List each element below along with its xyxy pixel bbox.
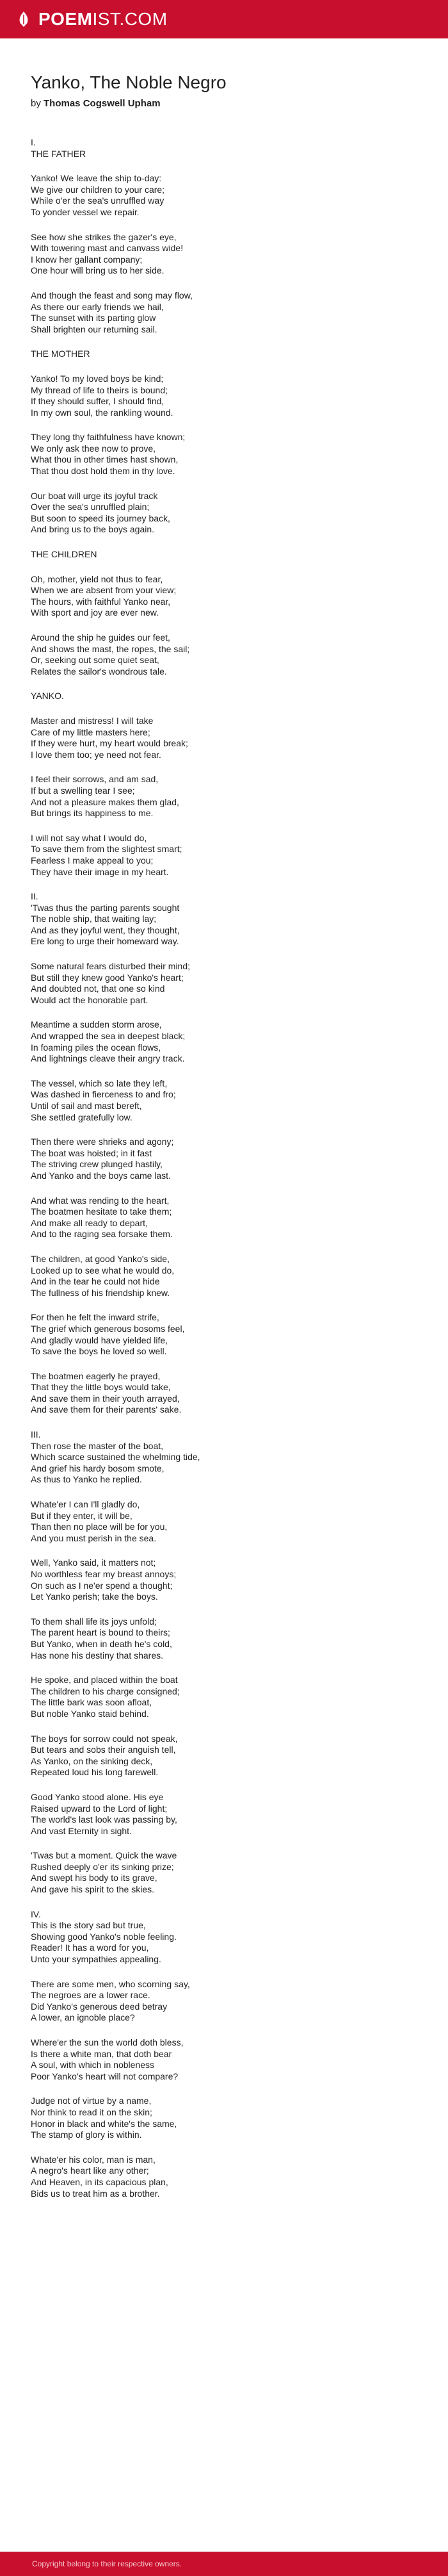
stanza <box>31 632 421 677</box>
poem-line: The boatmen hesitate to take them; <box>31 1206 172 1217</box>
stanza <box>31 1675 421 1719</box>
poem-line: Rushed deeply o'er its sinking prize; <box>31 1861 174 1872</box>
stanza <box>31 1979 421 2024</box>
poem-line: And wrapped the sea in deepest black; <box>31 1031 186 1042</box>
poem-line: The children to his charge consigned; <box>31 1686 180 1696</box>
poem-line: Over the sea's unruffled plain; <box>31 502 150 513</box>
poem-line: Has none his destiny that shares. <box>31 1650 164 1661</box>
poem-line: Unto your sympathies appealing. <box>31 1954 161 1965</box>
stanza <box>31 691 421 702</box>
poem-line: Repeated loud his long farewell. <box>31 1767 159 1778</box>
poem-line: And lightnings cleave their angry track. <box>31 1053 185 1064</box>
poem-line: And save them in their youth arrayed, <box>31 1393 180 1404</box>
poem-line: Looked up to see what he would do, <box>31 1265 175 1276</box>
stanza <box>31 1850 421 1895</box>
poem-line: Yanko! To my loved boys be kind; <box>31 373 164 384</box>
poem-line: This is the story sad but true, <box>31 1920 146 1931</box>
poem-line: And doubted not, that one so kind <box>31 983 165 994</box>
poem-line: II. <box>31 891 38 902</box>
poem-line: The stamp of glory is within. <box>31 2129 142 2140</box>
poem-line: Let Yanko perish; take the boys. <box>31 1591 158 1602</box>
poem-line: And grief his hardy bosom smote, <box>31 1463 164 1473</box>
stanza <box>31 2096 421 2140</box>
poem-line: And Heaven, in its capacious plan, <box>31 2176 168 2187</box>
poem-line: But brings its happiness to me. <box>31 808 154 819</box>
poem-line: Nor think to read it on the skin; <box>31 2106 152 2117</box>
poem-line: But soon to speed its journey back, <box>31 513 170 523</box>
poem-line: Until of sail and mast bereft, <box>31 1101 142 1111</box>
poem-line: YANKO. <box>31 691 64 701</box>
poem-line: Ere long to urge their homeward way. <box>31 936 179 947</box>
poem-line: And gladly would have yielded life, <box>31 1334 168 1345</box>
poem-line: Where'er the sun the world doth bless, <box>31 2037 184 2047</box>
stanza <box>31 1136 421 1181</box>
logo-bold-text: POEM <box>38 9 93 29</box>
site-logo[interactable] <box>38 10 168 28</box>
stanza <box>31 1371 421 1416</box>
poem-line: And in the tear he could not hide <box>31 1276 160 1287</box>
poem-line: 'Twas but a moment. Quick the wave <box>31 1850 177 1861</box>
poem-line: But tears and sobs their anguish tell, <box>31 1744 176 1755</box>
poem-line: My thread of life to theirs is bound; <box>31 384 168 395</box>
poem-line: Did Yanko's generous deed betray <box>31 2001 168 2012</box>
stanza <box>31 1195 421 1240</box>
poem-line: On such as I ne'er spend a thought; <box>31 1580 173 1591</box>
poem-line: The children, at good Yanko's side, <box>31 1253 170 1264</box>
poem-line: The boatmen eagerly he prayed, <box>31 1370 161 1381</box>
site-footer <box>0 2552 448 2576</box>
stanza <box>31 432 421 477</box>
poem-line: If they should suffer, I should find, <box>31 396 164 407</box>
poem-line: And swept his body to its grave, <box>31 1873 157 1883</box>
poem-line: If but a swelling tear I see; <box>31 785 135 796</box>
poem-line: Oh, mother, yield not thus to fear, <box>31 573 163 584</box>
poem-line: Meantime a sudden storm arose, <box>31 1019 162 1030</box>
poem-line: Whate'er I can I'll gladly do, <box>31 1499 140 1510</box>
stanza <box>31 1429 421 1486</box>
poem-line: As thus to Yanko he replied. <box>31 1474 142 1485</box>
poem-line: As Yanko, on the sinking deck, <box>31 1755 153 1766</box>
poem-line: And bring us to the boys again. <box>31 524 155 535</box>
poem-line: Is there a white man, that doth bear <box>31 2048 172 2059</box>
poem-line: The world's last look was passing by, <box>31 1814 177 1825</box>
stanza <box>31 961 421 1006</box>
poem-line: A soul, with which in nobleness <box>31 2060 154 2071</box>
stanza <box>31 232 421 277</box>
stanza <box>31 1078 421 1123</box>
poem-line: They long thy faithfulness have known; <box>31 432 186 443</box>
poem-line: And you must perish in the sea. <box>31 1532 157 1543</box>
stanza <box>31 137 421 160</box>
poem-line: I will not say what I would do, <box>31 832 147 843</box>
poem-line: The boat was hoisted; in it fast <box>31 1147 152 1158</box>
poem-line: While o'er the sea's unruffled way <box>31 195 164 206</box>
poem-line: The little bark was soon afloat, <box>31 1697 152 1708</box>
poem-line: Bids us to treat him as a brother. <box>31 2188 160 2199</box>
stanza <box>31 716 421 760</box>
stanza <box>31 574 421 619</box>
stanza <box>31 1909 421 1965</box>
poem-line: I feel their sorrows, and am sad, <box>31 774 159 785</box>
poem-line: But still they knew good Yanko's heart; <box>31 972 184 983</box>
poem-line: As there our early friends we hail, <box>31 301 164 312</box>
stanza <box>31 1254 421 1299</box>
poem-line: Some natural fears disturbed their mind; <box>31 961 191 972</box>
poem-line: Shall brighten our returning sail. <box>31 324 157 334</box>
logo-light-text: IST.COM <box>92 9 168 29</box>
poem-line: No worthless fear my breast annoys; <box>31 1569 177 1579</box>
poem-line: To them shall life its joys unfold; <box>31 1616 157 1627</box>
quill-pen-icon[interactable] <box>15 11 32 28</box>
poem-content <box>31 72 421 2213</box>
poem-line: And save them for their parents' sake. <box>31 1404 182 1415</box>
poem-line: Which scarce sustained the whelming tide, <box>31 1452 200 1463</box>
poem-title: Yanko, The Noble Negro <box>31 72 227 92</box>
poem-line: But noble Yanko staid behind. <box>31 1708 149 1719</box>
stanza <box>31 549 421 561</box>
poem-line: Then rose the master of the boat, <box>31 1440 164 1451</box>
stanza <box>31 1312 421 1357</box>
stanza <box>31 349 421 360</box>
author-name[interactable]: Thomas Cogswell Upham <box>44 98 161 109</box>
poem-line: What thou in other times hast shown, <box>31 454 179 465</box>
poem-line: And make all ready to depart, <box>31 1217 148 1228</box>
poem-line: Honor in black and white's the same, <box>31 2118 177 2129</box>
poem-line: Or, seeking out some quiet seat, <box>31 655 159 666</box>
stanza <box>31 1557 421 1602</box>
poem-line: We only ask thee now to prove, <box>31 443 156 454</box>
poem-line: Was dashed in fierceness to and fro; <box>31 1089 176 1100</box>
stanza <box>31 173 421 218</box>
poem-line: The noble ship, that waiting lay; <box>31 914 157 924</box>
poem-line: To yonder vessel we repair. <box>31 206 140 217</box>
poem-line: With sport and joy are ever new. <box>31 607 159 618</box>
poem-line: But if they enter, it will be, <box>31 1510 132 1521</box>
poem-line: Yanko! We leave the ship to-day: <box>31 173 162 184</box>
poem-line: The vessel, which so late they left, <box>31 1078 168 1088</box>
poem-line: A negro's heart like any other; <box>31 2165 149 2176</box>
poem-line: Poor Yanko's heart will not compare? <box>31 2071 179 2081</box>
stanza <box>31 774 421 819</box>
poem-line: Well, Yanko said, it matters not; <box>31 1557 156 1568</box>
poem-line: IV. <box>31 1908 41 1919</box>
poem-line: The striving crew plunged hastily, <box>31 1159 163 1170</box>
stanza <box>31 1499 421 1544</box>
poem-line: The parent heart is bound to theirs; <box>31 1627 170 1638</box>
poem-line: She settled gratefully low. <box>31 1112 132 1122</box>
poem-line: If they were hurt, my heart would break; <box>31 738 188 749</box>
poem-line: In my own soul, the rankling wound. <box>31 407 173 418</box>
poem-line: To save the boys he loved so well. <box>31 1346 167 1357</box>
byline <box>31 97 421 110</box>
poem-line: There are some men, who scorning say, <box>31 1978 190 1989</box>
poem-line: THE CHILDREN <box>31 549 97 560</box>
poem-line: Judge not of virtue by a name, <box>31 2096 152 2106</box>
poem-line: Raised upward to the Lord of light; <box>31 1803 168 1814</box>
poem-line: We give our children to your care; <box>31 184 165 195</box>
poem-line: For then he felt the inward strife, <box>31 1312 159 1323</box>
poem-line: Good Yanko stood alone. His eye <box>31 1791 164 1802</box>
poem-line: In foaming piles the ocean flows, <box>31 1042 161 1053</box>
stanza <box>31 1616 421 1661</box>
stanza <box>31 1792 421 1837</box>
poem-line: One hour will bring us to her side. <box>31 265 164 276</box>
poem-line: To save them from the slightest smart; <box>31 844 182 855</box>
poem-line: Relates the sailor's wondrous tale. <box>31 666 167 677</box>
poem-line: 'Twas thus the parting parents sought <box>31 902 180 913</box>
poem-line: They have their image in my heart. <box>31 866 169 877</box>
poem-line: The negroes are a lower race. <box>31 1990 150 2001</box>
stanza <box>31 1734 421 1778</box>
poem-line: And not a pleasure makes them glad, <box>31 796 179 807</box>
copyright-notice: Copyright belong to their respective owners. <box>32 2559 182 2568</box>
poem-line: III. <box>31 1429 41 1440</box>
site-header <box>0 0 448 38</box>
poem-line: And Yanko and the boys came last. <box>31 1170 171 1181</box>
stanza <box>31 373 421 418</box>
poem-line: Whate'er his color, man is man, <box>31 2154 156 2165</box>
by-label: by <box>31 98 41 109</box>
poem-line: Would act the honorable part. <box>31 994 148 1005</box>
stanza <box>31 2037 421 2082</box>
poem-line: The hours, with faithful Yanko near, <box>31 596 171 607</box>
stanza <box>31 833 421 878</box>
poem-line: I. <box>31 137 36 147</box>
poem-line: See how she strikes the gazer's eye, <box>31 231 177 242</box>
poem-line: And to the raging sea forsake them. <box>31 1229 173 1240</box>
poem-line: Our boat will urge its joyful track <box>31 490 158 501</box>
poem-line: The boys for sorrow could not speak, <box>31 1733 178 1744</box>
poem-line: The grief which generous bosoms feel, <box>31 1323 185 1334</box>
poem-line: The sunset with its parting glow <box>31 313 156 324</box>
poem-line: And shows the mast, the ropes, the sail; <box>31 643 190 654</box>
poem-line: But Yanko, when in death he's cold, <box>31 1638 172 1649</box>
stanza <box>31 290 421 335</box>
poem-line: The fullness of his friendship knew. <box>31 1287 170 1298</box>
poem-line: I love them too; ye need not fear. <box>31 749 161 760</box>
poem-line: That thou dost hold them in thy love. <box>31 466 175 477</box>
poem-line: A lower, an ignoble place? <box>31 2012 135 2023</box>
poem-line: With towering mast and canvass wide! <box>31 243 184 254</box>
poem-line: He spoke, and placed within the boat <box>31 1675 178 1686</box>
poem-line: Than then no place will be for you, <box>31 1522 168 1532</box>
poem-line: Reader! It has a word for you, <box>31 1942 149 1953</box>
poem-line: I know her gallant company; <box>31 254 143 265</box>
poem-line: THE MOTHER <box>31 349 90 359</box>
poem-line: THE FATHER <box>31 148 86 159</box>
stanza <box>31 2154 421 2199</box>
poem-line: Fearless I make appeal to you; <box>31 855 154 866</box>
stanza <box>31 491 421 536</box>
poem-line: Master and mistress! I will take <box>31 715 154 726</box>
poem-line: Care of my little masters here; <box>31 726 150 737</box>
stanza <box>31 1019 421 1064</box>
poem-line: Around the ship he guides our feet, <box>31 632 170 643</box>
poem-line: And what was rending to the heart, <box>31 1195 170 1206</box>
poem-line: And though the feast and song may flow, <box>31 290 193 300</box>
poem-line: And as they joyful went, they thought, <box>31 924 180 935</box>
poem-line: Showing good Yanko's noble feeling. <box>31 1931 177 1942</box>
poem-line: And vast Eternity in sight. <box>31 1825 132 1836</box>
stanza <box>31 891 421 948</box>
poem-line: And gave his spirit to the skies. <box>31 1884 154 1895</box>
poem-body <box>31 137 421 2199</box>
poem-line: When we are absent from your view; <box>31 585 177 596</box>
poem-line: Then there were shrieks and agony; <box>31 1136 174 1147</box>
poem-line: That they the little boys would take, <box>31 1382 171 1393</box>
